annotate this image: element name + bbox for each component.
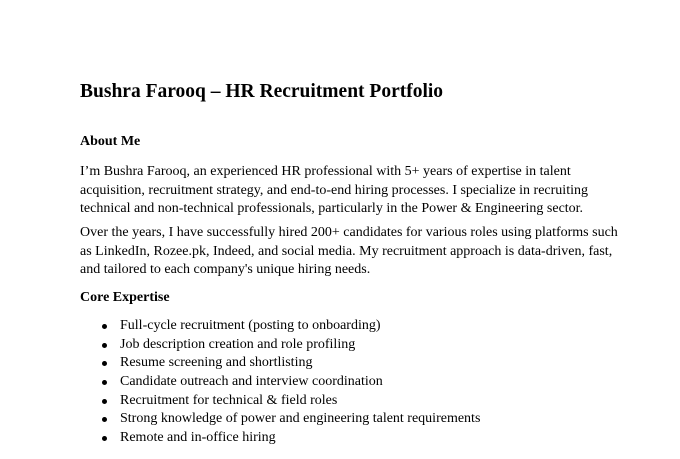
list-item-text: Full-cycle recruitment (posting to onboarding): [120, 318, 381, 333]
about-p1-line-1: I’m Bushra Farooq, an experienced HR professional with 5+ years of expertise in talent: [80, 164, 571, 179]
about-me-heading: About Me: [80, 134, 141, 149]
document-title: Bushra Farooq – HR Recruitment Portfolio: [80, 81, 444, 102]
bullet-icon: [102, 343, 107, 348]
list-item-text: Remote and in-office hiring: [120, 430, 276, 446]
list-item-text: Candidate outreach and interview coordination: [120, 374, 383, 390]
bullet-icon: [102, 380, 107, 385]
about-paragraph-2: [80, 224, 618, 280]
bullet-icon: [102, 399, 107, 404]
list-item: [80, 429, 480, 448]
core-expertise-heading: Core Expertise: [80, 290, 170, 305]
bullet-icon: [102, 436, 107, 441]
core-expertise-list: [80, 317, 480, 448]
list-item-text: Job description creation and role profiling: [120, 336, 356, 352]
list-item: [80, 317, 480, 336]
about-p1-line-2: acquisition, recruitment strategy, and end-to-end hiring processes. I specialize in recruiting: [80, 182, 588, 198]
list-item: [80, 336, 480, 355]
list-item: [80, 354, 480, 373]
list-item: [80, 373, 480, 392]
about-p2-line-1: Over the years, I have successfully hired 200+ candidates for various roles using platforms such: [80, 225, 618, 240]
bullet-icon: [102, 361, 107, 366]
bullet-icon: [102, 417, 107, 422]
about-paragraph-1: [80, 163, 610, 219]
list-item-text: Resume screening and shortlisting: [120, 355, 313, 371]
list-item-text: Recruitment for technical & field roles: [120, 392, 338, 408]
list-item: [80, 392, 480, 411]
about-p2-line-2: as LinkedIn, Rozee.pk, Indeed, and social media. My recruitment approach is data-driven, fast,: [80, 243, 613, 259]
about-p1-line-3: technical and non-technical professionals, particularly in the Power & Engineering sector.: [80, 201, 584, 217]
list-item-text: Strong knowledge of power and engineering talent requirements: [120, 411, 481, 427]
list-item: [80, 410, 480, 429]
bullet-icon: [102, 324, 107, 329]
about-p2-line-3: and tailored to each company's unique hiring needs.: [80, 262, 371, 278]
